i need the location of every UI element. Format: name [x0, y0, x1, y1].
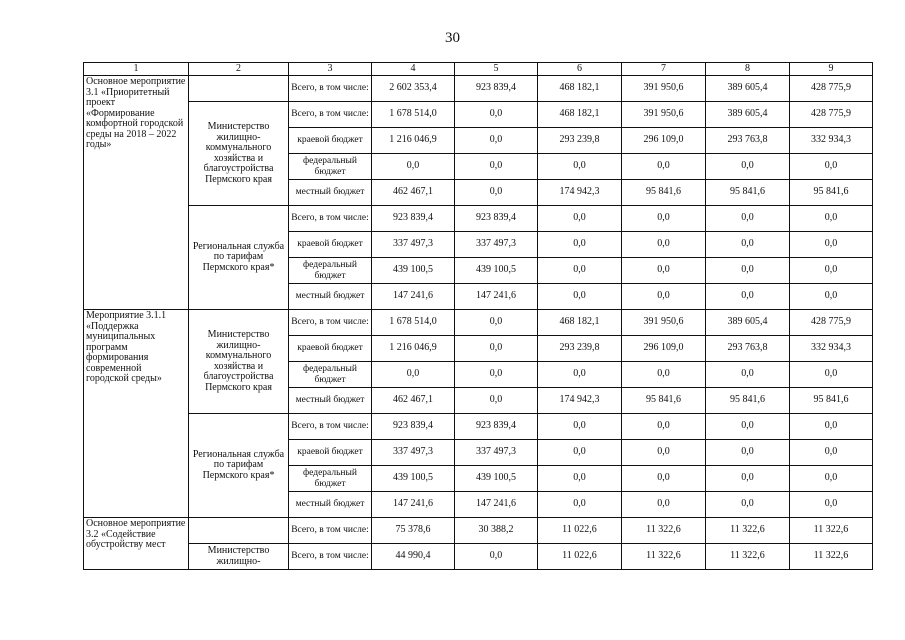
amount-cell: 11 322,6: [622, 544, 706, 570]
amount-cell: 0,0: [455, 336, 538, 362]
amount-cell: 391 950,6: [622, 310, 706, 336]
activity-name: Мероприятие 3.1.1 «Поддержка муниципальных программ формирования современной городской среды»: [84, 310, 189, 518]
amount-cell: 923 839,4: [455, 76, 538, 102]
amount-cell: 0,0: [538, 440, 622, 466]
amount-cell: 0,0: [790, 206, 873, 232]
funding-source: местный бюджет: [289, 492, 372, 518]
amount-cell: 0,0: [622, 492, 706, 518]
table-row: [84, 206, 873, 232]
executor-cell: Министерство жилищно-: [189, 544, 289, 570]
amount-cell: 0,0: [455, 362, 538, 388]
column-header: 3: [289, 63, 372, 76]
amount-cell: 337 497,3: [372, 232, 455, 258]
funding-source: Всего, в том числе:: [289, 414, 372, 440]
amount-cell: 2 602 353,4: [372, 76, 455, 102]
funding-source: федеральный бюджет: [289, 258, 372, 284]
funding-source: Всего, в том числе:: [289, 518, 372, 544]
amount-cell: 293 763,8: [706, 336, 790, 362]
amount-cell: 0,0: [622, 414, 706, 440]
table-row: [84, 544, 873, 570]
amount-cell: 0,0: [622, 232, 706, 258]
amount-cell: 337 497,3: [455, 232, 538, 258]
amount-cell: 0,0: [790, 492, 873, 518]
amount-cell: 389 605,4: [706, 76, 790, 102]
amount-cell: 391 950,6: [622, 102, 706, 128]
funding-source: Всего, в том числе:: [289, 102, 372, 128]
amount-cell: 0,0: [706, 414, 790, 440]
funding-source: краевой бюджет: [289, 232, 372, 258]
amount-cell: 95 841,6: [790, 388, 873, 414]
amount-cell: 439 100,5: [455, 466, 538, 492]
amount-cell: 11 322,6: [790, 544, 873, 570]
column-header: 9: [790, 63, 873, 76]
amount-cell: 296 109,0: [622, 336, 706, 362]
amount-cell: 0,0: [538, 466, 622, 492]
amount-cell: 293 239,8: [538, 128, 622, 154]
amount-cell: 468 182,1: [538, 76, 622, 102]
executor-cell: Министерство жилищно-коммунального хозяйства и благоустройства Пермского края: [189, 310, 289, 414]
amount-cell: 296 109,0: [622, 128, 706, 154]
amount-cell: 0,0: [455, 388, 538, 414]
funding-source: краевой бюджет: [289, 440, 372, 466]
executor-cell: Региональная служба по тарифам Пермского края*: [189, 206, 289, 310]
amount-cell: 0,0: [622, 466, 706, 492]
amount-cell: 0,0: [706, 154, 790, 180]
amount-cell: 0,0: [790, 440, 873, 466]
table-row: [84, 310, 873, 336]
amount-cell: 174 942,3: [538, 180, 622, 206]
table-row: [84, 102, 873, 128]
amount-cell: 0,0: [372, 362, 455, 388]
amount-cell: 293 763,8: [706, 128, 790, 154]
amount-cell: 0,0: [790, 154, 873, 180]
amount-cell: 923 839,4: [372, 414, 455, 440]
activity-name: Основное мероприятие 3.2 «Содействие обустройству мест: [84, 518, 189, 570]
amount-cell: 923 839,4: [372, 206, 455, 232]
column-header: 8: [706, 63, 790, 76]
amount-cell: 0,0: [706, 284, 790, 310]
amount-cell: 337 497,3: [455, 440, 538, 466]
amount-cell: 0,0: [706, 362, 790, 388]
amount-cell: 11 322,6: [622, 518, 706, 544]
amount-cell: 0,0: [538, 492, 622, 518]
funding-source: Всего, в том числе:: [289, 206, 372, 232]
column-header: 5: [455, 63, 538, 76]
amount-cell: 0,0: [455, 310, 538, 336]
funding-source: федеральный бюджет: [289, 362, 372, 388]
table-row: [84, 76, 873, 102]
amount-cell: 468 182,1: [538, 102, 622, 128]
funding-source: Всего, в том числе:: [289, 76, 372, 102]
amount-cell: 468 182,1: [538, 310, 622, 336]
amount-cell: 0,0: [538, 414, 622, 440]
amount-cell: 147 241,6: [455, 492, 538, 518]
amount-cell: 0,0: [455, 102, 538, 128]
table-header-row: [84, 63, 873, 76]
amount-cell: 147 241,6: [455, 284, 538, 310]
amount-cell: 0,0: [372, 154, 455, 180]
amount-cell: 293 239,8: [538, 336, 622, 362]
amount-cell: 95 841,6: [706, 180, 790, 206]
column-header: 6: [538, 63, 622, 76]
funding-source: местный бюджет: [289, 180, 372, 206]
activity-name: Основное мероприятие 3.1 «Приоритетный проект «Формирование комфортной городской среды на 2018 – 2022 годы»: [84, 76, 189, 310]
amount-cell: 0,0: [455, 154, 538, 180]
amount-cell: 428 775,9: [790, 310, 873, 336]
amount-cell: 923 839,4: [455, 206, 538, 232]
budget-table: [83, 62, 873, 570]
amount-cell: 11 322,6: [706, 544, 790, 570]
funding-source: Всего, в том числе:: [289, 310, 372, 336]
amount-cell: 462 467,1: [372, 388, 455, 414]
amount-cell: 11 022,6: [538, 544, 622, 570]
amount-cell: 923 839,4: [455, 414, 538, 440]
amount-cell: 11 322,6: [706, 518, 790, 544]
amount-cell: 0,0: [622, 206, 706, 232]
funding-source: краевой бюджет: [289, 128, 372, 154]
column-header: 2: [189, 63, 289, 76]
amount-cell: 0,0: [538, 206, 622, 232]
amount-cell: 0,0: [538, 362, 622, 388]
page-number: 30: [445, 30, 460, 46]
amount-cell: 332 934,3: [790, 336, 873, 362]
amount-cell: 0,0: [622, 284, 706, 310]
amount-cell: 0,0: [790, 414, 873, 440]
funding-source: федеральный бюджет: [289, 154, 372, 180]
amount-cell: 0,0: [790, 258, 873, 284]
amount-cell: 95 841,6: [622, 388, 706, 414]
executor-cell: Региональная служба по тарифам Пермского края*: [189, 414, 289, 518]
amount-cell: 75 378,6: [372, 518, 455, 544]
amount-cell: 0,0: [706, 232, 790, 258]
amount-cell: 439 100,5: [372, 466, 455, 492]
amount-cell: 95 841,6: [622, 180, 706, 206]
amount-cell: 0,0: [455, 128, 538, 154]
amount-cell: 147 241,6: [372, 492, 455, 518]
column-header: 7: [622, 63, 706, 76]
amount-cell: 0,0: [538, 258, 622, 284]
amount-cell: 337 497,3: [372, 440, 455, 466]
amount-cell: 1 216 046,9: [372, 336, 455, 362]
amount-cell: 0,0: [622, 154, 706, 180]
amount-cell: 462 467,1: [372, 180, 455, 206]
funding-source: федеральный бюджет: [289, 466, 372, 492]
amount-cell: 174 942,3: [538, 388, 622, 414]
funding-source: краевой бюджет: [289, 336, 372, 362]
amount-cell: 428 775,9: [790, 102, 873, 128]
amount-cell: 0,0: [538, 232, 622, 258]
amount-cell: 0,0: [790, 232, 873, 258]
amount-cell: 0,0: [455, 180, 538, 206]
amount-cell: 439 100,5: [455, 258, 538, 284]
amount-cell: 1 678 514,0: [372, 102, 455, 128]
amount-cell: 11 022,6: [538, 518, 622, 544]
table-row: [84, 518, 873, 544]
amount-cell: 0,0: [706, 258, 790, 284]
amount-cell: 0,0: [538, 284, 622, 310]
amount-cell: 0,0: [790, 466, 873, 492]
funding-source: местный бюджет: [289, 388, 372, 414]
amount-cell: 0,0: [622, 440, 706, 466]
column-header: 4: [372, 63, 455, 76]
amount-cell: 0,0: [622, 258, 706, 284]
executor-cell: [189, 518, 289, 544]
amount-cell: 0,0: [706, 466, 790, 492]
amount-cell: 95 841,6: [706, 388, 790, 414]
amount-cell: 428 775,9: [790, 76, 873, 102]
amount-cell: 44 990,4: [372, 544, 455, 570]
amount-cell: 0,0: [706, 206, 790, 232]
amount-cell: 0,0: [706, 492, 790, 518]
executor-cell: [189, 76, 289, 102]
amount-cell: 1 216 046,9: [372, 128, 455, 154]
amount-cell: 389 605,4: [706, 102, 790, 128]
amount-cell: 147 241,6: [372, 284, 455, 310]
amount-cell: 0,0: [790, 284, 873, 310]
amount-cell: 1 678 514,0: [372, 310, 455, 336]
amount-cell: 389 605,4: [706, 310, 790, 336]
amount-cell: 11 322,6: [790, 518, 873, 544]
executor-cell: Министерство жилищно-коммунального хозяйства и благоустройства Пермского края: [189, 102, 289, 206]
amount-cell: 0,0: [706, 440, 790, 466]
amount-cell: 95 841,6: [790, 180, 873, 206]
amount-cell: 0,0: [455, 544, 538, 570]
amount-cell: 391 950,6: [622, 76, 706, 102]
amount-cell: 0,0: [622, 362, 706, 388]
amount-cell: 439 100,5: [372, 258, 455, 284]
funding-source: Всего, в том числе:: [289, 544, 372, 570]
amount-cell: 0,0: [790, 362, 873, 388]
amount-cell: 332 934,3: [790, 128, 873, 154]
funding-source: местный бюджет: [289, 284, 372, 310]
column-header: 1: [84, 63, 189, 76]
table-row: [84, 414, 873, 440]
amount-cell: 0,0: [538, 154, 622, 180]
amount-cell: 30 388,2: [455, 518, 538, 544]
